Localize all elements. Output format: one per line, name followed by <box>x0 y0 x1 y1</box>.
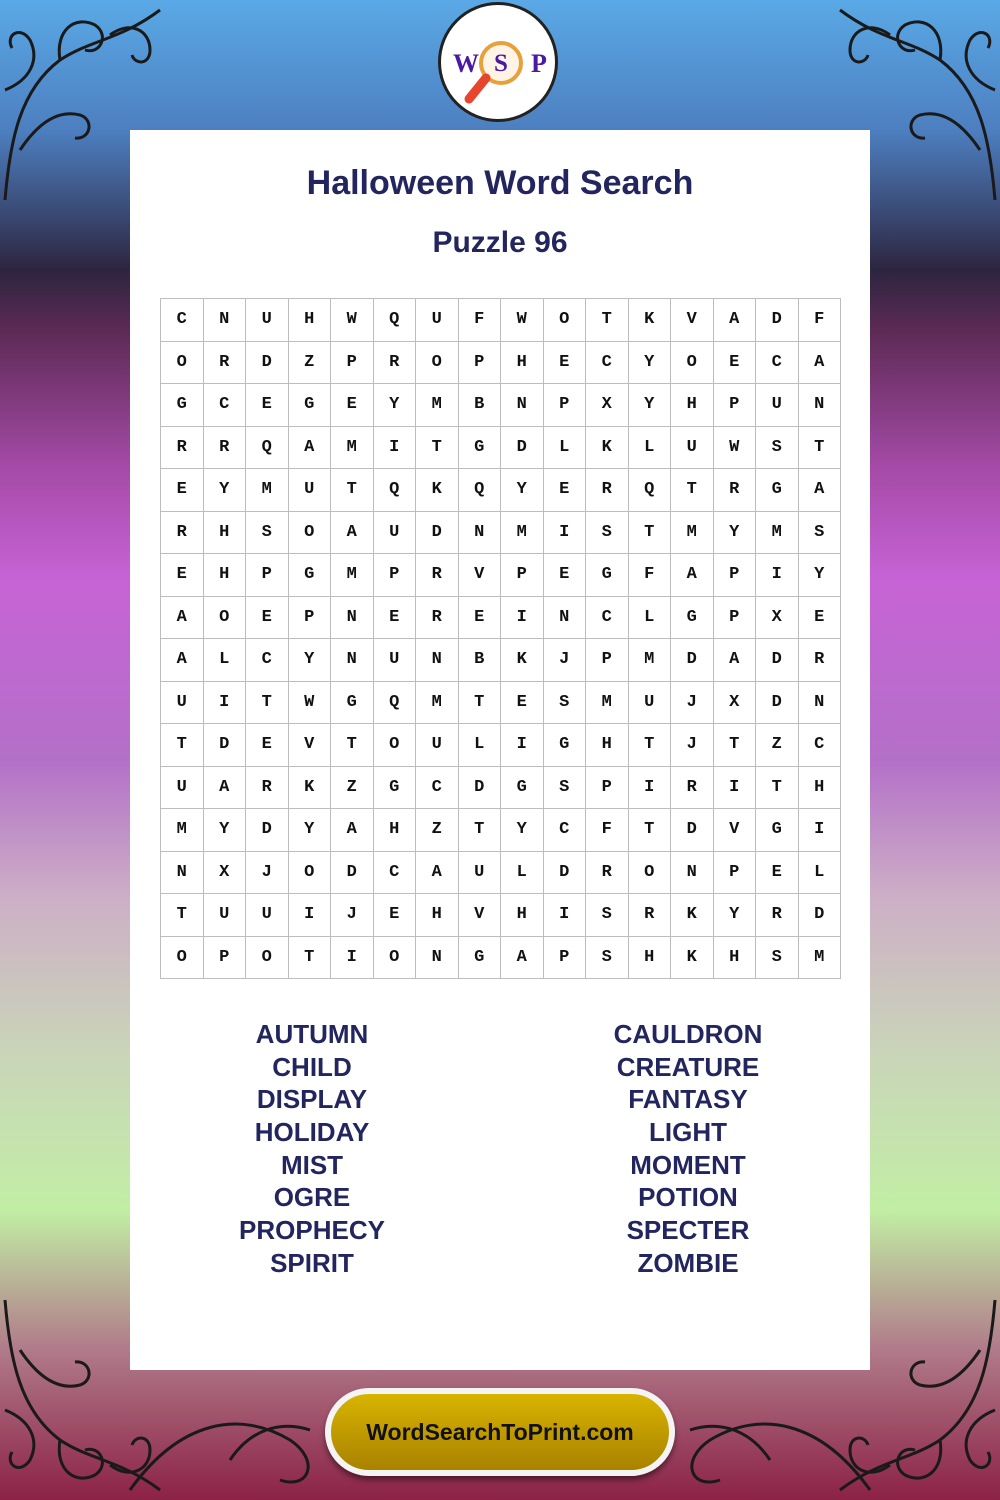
grid-cell[interactable]: A <box>799 342 842 385</box>
puzzle-sheet <box>130 130 870 1370</box>
grid-cell[interactable]: I <box>289 894 332 937</box>
site-link-button[interactable] <box>325 1388 675 1476</box>
grid-cell[interactable]: C <box>799 724 842 767</box>
word-list-item: LIGHT <box>649 1117 727 1148</box>
grid-cell[interactable]: T <box>671 469 714 512</box>
grid-cell[interactable]: M <box>416 384 459 427</box>
grid-cell[interactable]: R <box>204 427 247 470</box>
grid-cell[interactable]: T <box>289 937 332 980</box>
grid-cell[interactable]: A <box>799 469 842 512</box>
word-list-right <box>538 1018 838 1280</box>
grid-cell[interactable]: H <box>629 937 672 980</box>
grid-cell[interactable]: L <box>459 724 502 767</box>
grid-cell[interactable]: T <box>161 724 204 767</box>
grid-cell[interactable]: O <box>671 342 714 385</box>
grid-cell[interactable]: P <box>544 384 587 427</box>
grid-cell[interactable]: K <box>671 937 714 980</box>
grid-cell[interactable]: C <box>586 342 629 385</box>
grid-cell[interactable]: G <box>756 469 799 512</box>
grid-cell[interactable]: O <box>246 937 289 980</box>
grid-cell[interactable]: I <box>374 427 417 470</box>
grid-cell[interactable]: R <box>161 427 204 470</box>
grid-cell[interactable]: A <box>331 512 374 555</box>
grid-cell[interactable]: G <box>161 384 204 427</box>
site-link-label: WordSearchToPrint.com <box>366 1418 634 1445</box>
grid-cell[interactable]: P <box>586 767 629 810</box>
grid-cell[interactable]: Y <box>629 342 672 385</box>
grid-cell[interactable]: U <box>416 299 459 342</box>
grid-cell[interactable]: C <box>756 342 799 385</box>
grid-cell[interactable]: O <box>374 937 417 980</box>
grid-cell[interactable]: U <box>629 682 672 725</box>
grid-cell[interactable]: L <box>629 597 672 640</box>
grid-cell[interactable]: E <box>161 554 204 597</box>
word-list-item: SPECTER <box>626 1215 750 1246</box>
grid-cell[interactable]: R <box>756 894 799 937</box>
grid-cell[interactable]: O <box>374 724 417 767</box>
grid-cell[interactable]: C <box>586 597 629 640</box>
grid-cell[interactable]: S <box>586 937 629 980</box>
grid-cell[interactable]: G <box>501 767 544 810</box>
grid-cell[interactable]: R <box>374 342 417 385</box>
grid-cell[interactable]: G <box>586 554 629 597</box>
word-list-item: AUTUMN <box>255 1019 369 1049</box>
word-list-item: HOLIDAY <box>254 1117 370 1148</box>
grid-cell[interactable]: P <box>331 342 374 385</box>
grid-cell[interactable]: E <box>246 724 289 767</box>
grid-cell[interactable]: S <box>586 512 629 555</box>
grid-cell[interactable]: D <box>416 512 459 555</box>
grid-cell[interactable]: S <box>246 512 289 555</box>
grid-cell[interactable]: N <box>544 597 587 640</box>
grid-cell[interactable]: P <box>374 554 417 597</box>
grid-cell[interactable]: A <box>204 767 247 810</box>
grid-cell[interactable]: A <box>289 427 332 470</box>
grid-cell[interactable]: U <box>161 767 204 810</box>
grid-cell[interactable]: A <box>331 809 374 852</box>
grid-cell[interactable]: X <box>586 384 629 427</box>
grid-cell[interactable]: M <box>671 512 714 555</box>
grid-cell[interactable]: H <box>799 767 842 810</box>
grid-cell[interactable]: Q <box>374 299 417 342</box>
grid-cell[interactable]: E <box>246 597 289 640</box>
grid-cell[interactable]: B <box>459 384 502 427</box>
grid-cell[interactable]: K <box>671 894 714 937</box>
grid-cell[interactable]: S <box>799 512 842 555</box>
grid-cell[interactable]: H <box>204 554 247 597</box>
grid-cell[interactable]: P <box>714 597 757 640</box>
grid-cell[interactable]: F <box>586 809 629 852</box>
grid-cell[interactable]: P <box>586 639 629 682</box>
grid-cell[interactable]: U <box>246 299 289 342</box>
grid-cell[interactable]: Y <box>289 809 332 852</box>
grid-cell[interactable]: M <box>586 682 629 725</box>
grid-cell[interactable]: E <box>544 554 587 597</box>
grid-cell[interactable]: I <box>204 682 247 725</box>
grid-cell[interactable]: T <box>331 724 374 767</box>
grid-cell[interactable]: B <box>459 639 502 682</box>
word-list-item: OGRE <box>273 1182 351 1213</box>
word-list-left <box>162 1018 462 1280</box>
grid-cell[interactable]: M <box>331 554 374 597</box>
grid-cell[interactable]: L <box>799 852 842 895</box>
grid-cell[interactable]: W <box>714 427 757 470</box>
grid-cell[interactable]: C <box>204 384 247 427</box>
grid-cell[interactable]: R <box>629 894 672 937</box>
grid-cell[interactable]: C <box>161 299 204 342</box>
grid-cell[interactable]: T <box>799 427 842 470</box>
grid-cell[interactable]: E <box>459 597 502 640</box>
grid-cell[interactable]: J <box>331 894 374 937</box>
grid-cell[interactable]: P <box>501 554 544 597</box>
grid-cell[interactable]: I <box>331 937 374 980</box>
grid-cell[interactable]: R <box>204 342 247 385</box>
puzzle-title: Halloween Word Search <box>306 164 694 202</box>
grid-cell[interactable]: N <box>799 384 842 427</box>
word-list-item: MIST <box>280 1149 344 1180</box>
grid-cell[interactable]: U <box>161 682 204 725</box>
grid-cell[interactable]: C <box>246 639 289 682</box>
grid-cell[interactable]: X <box>714 682 757 725</box>
grid-cell[interactable]: K <box>289 767 332 810</box>
grid-cell[interactable]: H <box>416 894 459 937</box>
grid-cell[interactable]: Y <box>629 384 672 427</box>
grid-cell[interactable]: V <box>671 299 714 342</box>
grid-cell[interactable]: X <box>204 852 247 895</box>
grid-cell[interactable]: P <box>714 852 757 895</box>
logo-letter-s: S <box>494 50 508 77</box>
grid-cell[interactable]: I <box>501 724 544 767</box>
grid-cell[interactable]: M <box>756 512 799 555</box>
grid-cell[interactable]: R <box>799 639 842 682</box>
grid-cell[interactable]: U <box>459 852 502 895</box>
grid-cell[interactable]: G <box>756 809 799 852</box>
grid-cell[interactable]: S <box>756 937 799 980</box>
grid-cell[interactable]: S <box>544 682 587 725</box>
grid-cell[interactable]: E <box>799 597 842 640</box>
grid-cell[interactable]: E <box>544 469 587 512</box>
grid-cell[interactable]: E <box>714 342 757 385</box>
grid-cell[interactable]: U <box>246 894 289 937</box>
grid-cell[interactable]: G <box>289 384 332 427</box>
grid-cell[interactable]: R <box>416 554 459 597</box>
grid-cell[interactable]: Y <box>289 639 332 682</box>
grid-cell[interactable]: E <box>331 384 374 427</box>
grid-cell[interactable]: N <box>416 639 459 682</box>
grid-cell[interactable]: N <box>204 299 247 342</box>
grid-cell[interactable]: E <box>501 682 544 725</box>
grid-cell[interactable]: G <box>671 597 714 640</box>
grid-cell[interactable]: Q <box>374 682 417 725</box>
grid-cell[interactable]: Z <box>289 342 332 385</box>
grid-cell[interactable]: A <box>714 299 757 342</box>
grid-cell[interactable]: F <box>629 554 672 597</box>
grid-cell[interactable]: U <box>374 512 417 555</box>
grid-cell[interactable]: N <box>331 639 374 682</box>
grid-cell[interactable]: O <box>544 299 587 342</box>
grid-cell[interactable]: P <box>246 554 289 597</box>
grid-cell[interactable]: I <box>544 512 587 555</box>
grid-cell[interactable]: U <box>756 384 799 427</box>
grid-cell[interactable]: U <box>374 639 417 682</box>
grid-cell[interactable]: D <box>501 427 544 470</box>
grid-cell[interactable]: L <box>204 639 247 682</box>
grid-cell[interactable]: O <box>416 342 459 385</box>
grid-cell[interactable]: P <box>204 937 247 980</box>
grid-cell[interactable]: T <box>246 682 289 725</box>
grid-cell[interactable]: A <box>501 937 544 980</box>
grid-cell[interactable]: C <box>374 852 417 895</box>
letter-grid <box>160 298 841 979</box>
grid-cell[interactable]: Z <box>416 809 459 852</box>
grid-cell[interactable]: J <box>671 682 714 725</box>
grid-cell[interactable]: C <box>544 809 587 852</box>
grid-cell[interactable]: G <box>331 682 374 725</box>
word-list-item: CREATURE <box>616 1051 760 1082</box>
grid-cell[interactable]: L <box>629 427 672 470</box>
logo-letter-p: P <box>531 49 547 78</box>
grid-cell[interactable]: Z <box>331 767 374 810</box>
grid-cell[interactable]: V <box>289 724 332 767</box>
grid-cell[interactable]: C <box>416 767 459 810</box>
grid-cell[interactable]: D <box>671 809 714 852</box>
grid-cell[interactable]: O <box>289 852 332 895</box>
grid-cell[interactable]: H <box>586 724 629 767</box>
grid-cell[interactable]: M <box>331 427 374 470</box>
grid-cell[interactable]: Q <box>246 427 289 470</box>
grid-cell[interactable]: N <box>416 937 459 980</box>
word-list-item: ZOMBIE <box>637 1247 739 1278</box>
grid-cell[interactable]: I <box>544 894 587 937</box>
grid-cell[interactable]: Y <box>501 469 544 512</box>
grid-cell[interactable]: Y <box>501 809 544 852</box>
grid-cell[interactable]: G <box>459 427 502 470</box>
grid-cell[interactable]: G <box>459 937 502 980</box>
grid-cell[interactable]: P <box>714 554 757 597</box>
grid-cell[interactable]: R <box>714 469 757 512</box>
grid-cell[interactable]: D <box>756 299 799 342</box>
grid-cell[interactable]: I <box>756 554 799 597</box>
grid-cell[interactable]: Y <box>714 512 757 555</box>
grid-cell[interactable]: O <box>161 937 204 980</box>
grid-cell[interactable]: G <box>374 767 417 810</box>
word-list-item: CHILD <box>272 1051 352 1082</box>
grid-cell[interactable]: A <box>416 852 459 895</box>
grid-cell[interactable]: V <box>459 554 502 597</box>
grid-cell[interactable]: T <box>629 809 672 852</box>
grid-cell[interactable]: A <box>714 639 757 682</box>
grid-cell[interactable]: N <box>331 597 374 640</box>
grid-cell[interactable]: Q <box>374 469 417 512</box>
grid-cell[interactable]: G <box>289 554 332 597</box>
grid-cell[interactable]: I <box>501 597 544 640</box>
grid-cell[interactable]: K <box>629 299 672 342</box>
grid-cell[interactable]: T <box>161 894 204 937</box>
grid-cell[interactable]: K <box>416 469 459 512</box>
grid-cell[interactable]: E <box>374 894 417 937</box>
grid-cell[interactable]: U <box>204 894 247 937</box>
grid-cell[interactable]: E <box>161 469 204 512</box>
grid-cell[interactable]: H <box>501 894 544 937</box>
grid-cell[interactable]: U <box>289 469 332 512</box>
word-list-item: PROPHECY <box>239 1215 385 1246</box>
grid-cell[interactable]: H <box>204 512 247 555</box>
grid-cell[interactable]: R <box>671 767 714 810</box>
grid-cell[interactable]: A <box>671 554 714 597</box>
grid-cell[interactable]: O <box>161 342 204 385</box>
grid-cell[interactable]: A <box>161 597 204 640</box>
grid-cell[interactable]: I <box>799 809 842 852</box>
word-list-item: DISPLAY <box>256 1084 368 1115</box>
grid-cell[interactable]: P <box>544 937 587 980</box>
grid-cell[interactable]: R <box>161 512 204 555</box>
grid-cell[interactable]: D <box>204 724 247 767</box>
grid-cell[interactable]: Y <box>374 384 417 427</box>
grid-cell[interactable]: R <box>246 767 289 810</box>
grid-cell[interactable]: W <box>501 299 544 342</box>
grid-cell[interactable]: P <box>714 384 757 427</box>
grid-cell[interactable]: E <box>756 852 799 895</box>
grid-cell[interactable]: E <box>374 597 417 640</box>
grid-cell[interactable]: S <box>586 894 629 937</box>
grid-cell[interactable]: H <box>714 937 757 980</box>
grid-cell[interactable]: A <box>161 639 204 682</box>
grid-cell[interactable]: T <box>586 299 629 342</box>
grid-cell[interactable]: U <box>416 724 459 767</box>
grid-cell[interactable]: D <box>756 639 799 682</box>
grid-cell[interactable]: T <box>756 767 799 810</box>
grid-cell[interactable]: H <box>374 809 417 852</box>
grid-cell[interactable]: E <box>246 384 289 427</box>
grid-cell[interactable]: Y <box>799 554 842 597</box>
grid-cell[interactable]: R <box>586 852 629 895</box>
grid-cell[interactable]: O <box>289 512 332 555</box>
word-list-item: MOMENT <box>630 1149 746 1180</box>
grid-cell[interactable]: S <box>544 767 587 810</box>
grid-cell[interactable]: D <box>246 809 289 852</box>
grid-cell[interactable]: O <box>629 852 672 895</box>
grid-cell[interactable]: D <box>799 894 842 937</box>
grid-cell[interactable]: S <box>756 427 799 470</box>
grid-cell[interactable]: D <box>756 682 799 725</box>
logo-letter-w: W <box>453 49 479 78</box>
grid-cell[interactable]: E <box>544 342 587 385</box>
grid-cell[interactable]: F <box>799 299 842 342</box>
grid-cell[interactable]: T <box>416 427 459 470</box>
grid-cell[interactable]: N <box>799 682 842 725</box>
grid-cell[interactable]: R <box>416 597 459 640</box>
grid-cell[interactable]: D <box>671 639 714 682</box>
grid-cell[interactable]: I <box>629 767 672 810</box>
grid-cell[interactable]: F <box>459 299 502 342</box>
grid-cell[interactable]: N <box>671 852 714 895</box>
grid-cell[interactable]: K <box>501 639 544 682</box>
grid-cell[interactable]: M <box>501 512 544 555</box>
grid-cell[interactable]: I <box>714 767 757 810</box>
grid-cell[interactable]: Y <box>204 809 247 852</box>
puzzle-number: Puzzle 96 <box>432 226 568 259</box>
grid-cell[interactable]: J <box>246 852 289 895</box>
grid-cell[interactable]: M <box>629 639 672 682</box>
grid-cell[interactable]: M <box>799 937 842 980</box>
word-list-item: POTION <box>638 1182 738 1213</box>
grid-cell[interactable]: Q <box>459 469 502 512</box>
site-logo[interactable] <box>438 2 558 122</box>
grid-cell[interactable]: M <box>246 469 289 512</box>
grid-cell[interactable]: H <box>671 384 714 427</box>
grid-cell[interactable]: D <box>246 342 289 385</box>
word-list-item: CAULDRON <box>613 1019 763 1049</box>
grid-cell[interactable]: P <box>459 342 502 385</box>
grid-cell[interactable]: D <box>459 767 502 810</box>
grid-cell[interactable]: O <box>204 597 247 640</box>
grid-cell[interactable]: K <box>586 427 629 470</box>
grid-cell[interactable]: T <box>331 469 374 512</box>
grid-cell[interactable]: Y <box>714 894 757 937</box>
grid-cell[interactable]: Z <box>756 724 799 767</box>
grid-cell[interactable]: X <box>756 597 799 640</box>
grid-cell[interactable]: R <box>586 469 629 512</box>
grid-cell[interactable]: D <box>331 852 374 895</box>
grid-cell[interactable]: T <box>459 809 502 852</box>
grid-cell[interactable]: N <box>501 384 544 427</box>
grid-cell[interactable]: W <box>289 682 332 725</box>
grid-cell[interactable]: N <box>161 852 204 895</box>
grid-cell[interactable]: M <box>161 809 204 852</box>
grid-cell[interactable]: N <box>459 512 502 555</box>
grid-cell[interactable]: T <box>714 724 757 767</box>
grid-cell[interactable]: P <box>289 597 332 640</box>
grid-cell[interactable]: J <box>544 639 587 682</box>
word-list-item: SPIRIT <box>270 1247 354 1278</box>
grid-cell[interactable]: U <box>671 427 714 470</box>
grid-cell[interactable]: T <box>629 512 672 555</box>
grid-cell[interactable]: D <box>544 852 587 895</box>
grid-cell[interactable]: L <box>501 852 544 895</box>
word-list-item: FANTASY <box>628 1084 748 1115</box>
grid-cell[interactable]: T <box>629 724 672 767</box>
grid-cell[interactable]: H <box>501 342 544 385</box>
grid-cell[interactable]: Y <box>204 469 247 512</box>
grid-cell[interactable]: V <box>459 894 502 937</box>
grid-cell[interactable]: L <box>544 427 587 470</box>
grid-cell[interactable]: Q <box>629 469 672 512</box>
grid-cell[interactable]: J <box>671 724 714 767</box>
grid-cell[interactable]: H <box>289 299 332 342</box>
grid-cell[interactable]: G <box>544 724 587 767</box>
grid-cell[interactable]: V <box>714 809 757 852</box>
grid-cell[interactable]: W <box>331 299 374 342</box>
grid-cell[interactable]: M <box>416 682 459 725</box>
grid-cell[interactable]: T <box>459 682 502 725</box>
